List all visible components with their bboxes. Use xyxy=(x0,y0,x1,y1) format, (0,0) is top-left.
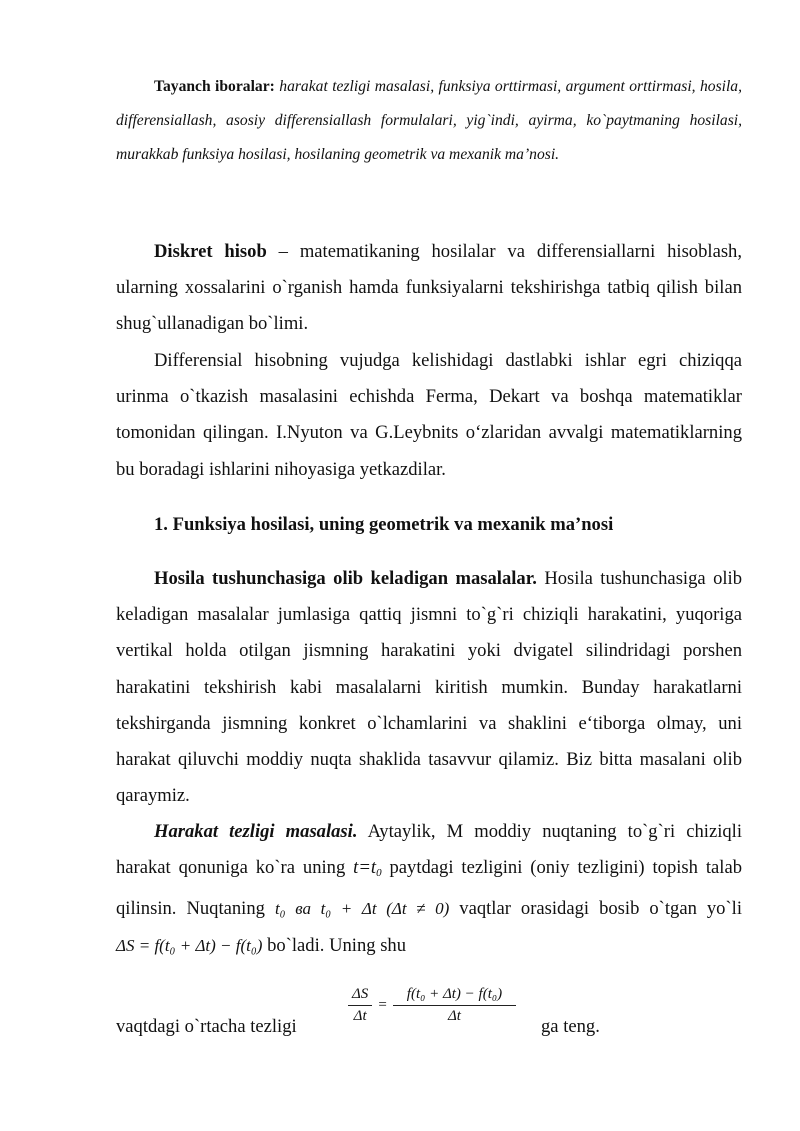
keywords-paragraph xyxy=(116,70,742,172)
distance-formula: ΔS = f(t₀ + Δt) − f(t₀) xyxy=(116,935,263,955)
keywords-label: Tayanch iboralar: xyxy=(154,78,275,95)
problems-paragraph xyxy=(116,561,742,814)
interval-formula: t₀ ва t₀ + Δt (Δt ≠ 0) xyxy=(274,899,450,919)
velocity-paragraph xyxy=(116,814,742,964)
velocity-text-4: bo`ladi. Uning shu xyxy=(262,934,407,956)
problems-term: Hosila tushunchasiga olib keladigan masalalar. xyxy=(154,568,537,589)
formula-equals: = xyxy=(378,997,387,1013)
definition-paragraph xyxy=(116,234,742,343)
definition-text: – matematikaning hosilalar va differensiallarni hisoblash, ularning xossalarini o`rganish hamda funksiyalarni tekshirishga tatbiq qilish bilan shug`ullanadigan bo`limi. xyxy=(116,241,743,335)
definition-term: Diskret hisob xyxy=(154,241,267,262)
history-text: Differensial hisobning vujudga kelishidagi dastlabki ishlar egri chiziqqa urinma o`tkazish masalasini echishda Ferma, Dekart va boshqa matematiklar tomonidan qilingan. I.Nyuton va G.Leybnits o‘zlaridan avvalgi matematiklarning bu boradagi ishlarini nihoyasiga yetkazdilar. xyxy=(116,350,742,480)
section-heading: 1. Funksiya hosilasi, uning geometrik va mexanik ma’nosi xyxy=(154,514,614,535)
formula-lhs-denominator: Δt xyxy=(353,1008,367,1024)
history-paragraph xyxy=(116,343,742,488)
velocity-text-1: Aytaylik, M moddiy nuqtaning to`g`ri chiziqli harakat qonuniga ko`ra uning xyxy=(116,821,743,879)
velocity-text-3: vaqtlar orasidagi bosib o`tgan yo`li xyxy=(449,898,743,920)
formula-rhs-numerator: f(t₀ + Δt) − f(t₀) xyxy=(393,986,516,1006)
formula-lhs-numerator: ΔS xyxy=(348,986,372,1006)
problems-text: Hosila tushunchasiga olib keladigan masalalar jumlasiga qattiq jismni to`g`ri chiziqli harakatini, yuqoriga vertikal holda otilgan jismning harakatini yoki dvigatel silindridagi porshen harakatini tekshirish kabi masalalarni kiritish mumkin. Bunday harakatlarni tekshirganda jismning konkret o`lchamlarini va shaklini e‘tiborga olmay, uni harakat qiluvchi moddiy nuqta shaklida tasavvur qilamiz. Biz bitta masalani olib qaraymiz. xyxy=(116,568,742,807)
velocity-var-sub: 0 xyxy=(376,867,382,880)
velocity-var: t=t xyxy=(353,857,377,879)
keywords-text: harakat tezligi masalasi, funksiya orttirmasi, argument orttirmasi, hosila, differensiallash, asosiy differensiallash formulalari, yig`indi, ayirma, ko`paytmaning hosilasi, murakkab funksiya hosilasi, hosilaning geometrik va mexanik ma’nosi. xyxy=(116,78,742,163)
average-velocity-formula xyxy=(348,986,516,1025)
velocity-text-2: paytdagi tezligini (oniy tezligini) topish talab qilinsin. Nuqtaning xyxy=(116,857,742,920)
velocity-term: Harakat tezligi masalasi. xyxy=(154,821,358,842)
formula-rhs-denominator: Δt xyxy=(447,1008,461,1024)
average-velocity-text: vaqtdagi o`rtacha tezligi xyxy=(116,1016,297,1037)
average-velocity-end: ga teng. xyxy=(541,1016,600,1037)
